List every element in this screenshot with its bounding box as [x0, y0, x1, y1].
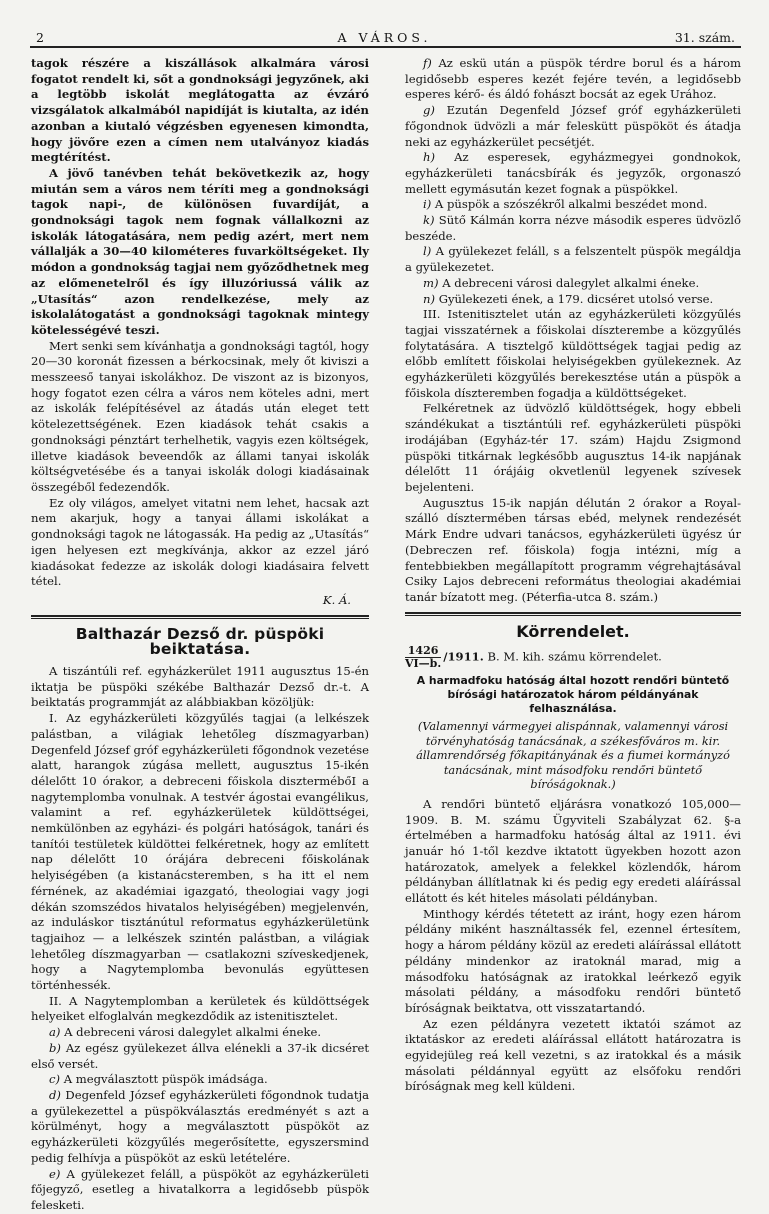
list-item: [31, 1088, 369, 1167]
section-separator: [31, 615, 369, 619]
section-title: Balthazár Dezső dr. püspöki beiktatása.: [75, 624, 325, 659]
intro-paragraph: Ez oly világos, amelyet vitatni nem lehet, hacsak azt nem akarjuk, hogy a tanyai állami iskolákat a gondnoksági tagok ne látogassák. Ha pedig az „Utasítás“ igen helyesen ezt megkívánja, akkor az ezzel járó kiadásokat fedezze az iskolák dologi kiadásaira felvett tétel.: [31, 495, 369, 589]
list-item: [31, 1072, 369, 1088]
list-item: [405, 103, 741, 150]
item-text: Degenfeld József egyházkerületi főgondnok tudatja a gyülekezettel a püspökválasztás eredményét s azt a körülményt, hogy a megválasztott püspököt az egyházkerületi közgyűlés megerősítette, egyszersmind pedig felhívja a püspököt az eskü letételére.: [31, 1088, 370, 1165]
item-text: Sütő Kálmán korra nézve második esperes üdvözlő beszéde.: [405, 213, 741, 243]
item-text: A megválasztott püspök imádsága.: [63, 1072, 268, 1087]
item-mark: b): [49, 1040, 61, 1055]
list-item: [31, 1167, 369, 1214]
item-text: Ezután Degenfeld József gróf egyházkerületi főgondnok üdvözli a már feleskütt püspököt és átadja neki az egyházkerület pecsétjét.: [405, 103, 742, 149]
page-number: 2: [36, 30, 44, 45]
decree-title: Körrendelet.: [516, 621, 630, 641]
decree-paragraph: A rendőri büntető eljárásra vonatkozó 105,000—1909. B. M. számu Ügyviteli Szabályzat 62. §-a értelmében a harmadfoku hatóság által az 1911. évi január hó 1-től kezdve iktatott ügyekben hozott azon határozatok, amelyek a felekkel közlendők, három példányban állítlatnak ki és pedig egy eredeti aláírással ellátott és két hiteles másolati példányban.: [405, 796, 741, 906]
item-mark: n): [423, 291, 435, 306]
item-text: Az esperesek, egyházmegyei gondnokok, egyházkerületi tanácsbírák és jegyzők, orgonaszó mellett egymásután kezet fognak a püspökkel.: [405, 150, 742, 196]
item-mark: e): [49, 1166, 61, 1181]
section-paragraph: II. A Nagytemplomban a kerületek és küldöttségek helyeiket elfoglalván megkezdődik az istenitisztelet.: [31, 993, 369, 1024]
section-separator: [405, 612, 741, 616]
item-mark: a): [49, 1025, 61, 1040]
item-text: A gyülekezet feláll, a püspököt az egyházkerületi főjegyző, esetleg a hivatalkorra a legidősebb püspök felesketi.: [31, 1166, 369, 1212]
left-column: [31, 56, 369, 1214]
body-paragraph: III. Istenitisztelet után az egyházkerületi közgyűlés tagjai visszatérnek a főiskolai díszterembe a közgyűlés folytatására. A tisztelgő küldöttségek tagjai pedig az előbb említett főiskolai helyiségekben gyülekeznek. Az egyházkerületi közgyűlés berekesztése után a püspök a főiskola díszteremben fogadja a küldöttségeket.: [405, 307, 741, 400]
list-item: [405, 150, 741, 197]
list-item: [31, 1025, 369, 1041]
item-text: A gyülekezet feláll, s a felszentelt püspök megáldja a gyülekezetet.: [405, 244, 742, 275]
item-text: A debreceni városi dalegylet alkalmi éneke.: [442, 275, 700, 290]
page-header: [30, 30, 739, 44]
right-column: [405, 56, 741, 1095]
item-mark: k): [423, 213, 435, 228]
list-item: [405, 292, 741, 308]
list-item: [405, 213, 741, 244]
section-paragraph: I. Az egyházkerületi közgyűlés tagjai (a lelkészek palástban, a világiak lehetőleg díszmagyarban) Degenfeld József gróf egyházkerületi főgondnok vezetése alatt, harangok zúgása mellett, augusztus 15-ikén délelőtt 10 órakor, a debreceni főiskola disztermébőI a nagytemplomba vonulnak. A testvér ágostai evangélikus, valamint a ref. egyházkerületek küldöttségei, nemkülönben az egyházi- és polgári hatóságok, tanári és tanítói testületek küldöttei felkéretnek, hogy az említett nap délelőtt 10 órájára debreceni főiskolának helyiségében (a kistanácsteremben, s ha itt el nem férnének, az akadémiai igazgató, theologiai vagy jogi dékán szomszédos hivatalos helyiségében) megjelenvén, az induláskor tisztánútul reformatus egyházkerületünk tagjaihoz — a lelkészek szintén palástban, a világiak lehetőleg díszmagyarban — csatlakozni szíveskedjenek, hogy a Nagytemplomba bevonulás együttesen történhessék.: [31, 711, 369, 993]
item-mark: h): [423, 150, 435, 165]
item-text: A debreceni városi dalegylet alkalmi éneke.: [64, 1025, 322, 1040]
decree-number: [405, 645, 441, 670]
intro-paragraph: tagok részére a kiszállások alkalmára városi fogatot rendelt ki, sőt a gondnoksági jegyzőnek, aki a legtöbb iskolát meglátogatta az évzáró vizsgálatok alkalmából napidíját is kiutalta, az idén azonban a kiutaló végzésben egyenesen kimondta, hogy jövőre ezen a címen nem utalványoz kiadás megtérítést.: [31, 56, 369, 165]
decree-addressees: (Valamennyi vármegyei alispánnak, valamennyi városi törvényhatóság tanácsának, a székesfőváros m. kir. államrendőrség főkapitányának és a fiumei kormányzó tanácsának, mint másodfoku rendőri büntető bíróságoknak.): [416, 720, 730, 792]
decree-number-bottom: VI—b.: [405, 657, 442, 671]
header-rule: [30, 46, 741, 48]
intro-paragraph: A jövő tanévben tehát bekövetkezik az, hogy miután sem a város nem téríti meg a gondnoksági tagok napi-, de különösen fuvardíját, a gondnoksági tagok nem fognak vállalkozni az iskolák látogatására, nem pedig azért, mert nem vállalják a 30—40 kilométeres fuvarköltségeket. Ily módon a gondnokság tagjai nem győződhetnek meg az előmenetelről és így illuzóriussá válik az „Utasítás“ azon rendelkezése, mely az iskolalátogatást a gondnoksági tagoknak mintegy kötelességévé teszi.: [31, 165, 369, 337]
decree-paragraph: Az ezen példányra vezetett iktatói számot az iktatáskor az eredeti aláírással ellátott határozatra is egyidejüleg reá kell vezetni, s az iratokkal és a másik másolati példánnyal együtt az elsőfoku rendőri bíróságnak meg kell küldeni.: [405, 1016, 741, 1094]
list-item: [405, 197, 741, 213]
body-paragraph: Augusztus 15-ik napján délután 2 órakor a Royal-szálló dísztermében társas ebéd, melynek rendezését Márk Endre udvari tanácsos, egyházkerületi ügyész úr (Debreczen ref. főiskola) fogja intézni, míg a fentebbiekben megállapított programm végrehajtásával Csiky Lajos debreceni református theologiai akadémiai tanár bízatott meg. (Péterfia-utca 8. szám.): [405, 495, 741, 604]
decree-year: /1911.: [443, 649, 484, 664]
intro-paragraph: Mert senki sem kívánhatja a gondnoksági tagtól, hogy 20—30 koronát fizessen a bérkocsinak, mely őt kiviszi a messzeeső tanyai iskolákhoz. De viszont az is bizonyos, hogy fogatot ezen célra a város nem köteles adni, mert az iskolák felépítésével az átadás után eleget tett kötelezettségének. Ezen kiadások tehát csakis a gondnoksági pénztárt terhelhetik, vagyis ezen költségek, illetve kiadások beveendők az állami tanyai iskolák költségvetésébe és a tanyai iskolák dologi kiadásainak összegéből fedezendők.: [31, 338, 369, 494]
list-item: [405, 244, 741, 275]
item-mark: m): [423, 275, 439, 290]
item-text: Gyülekezeti ének, a 179. dicséret utolsó verse.: [438, 291, 714, 306]
list-item: [31, 1041, 369, 1072]
decree-paragraph: Minthogy kérdés tétetett az iránt, hogy ezen három példány miként használtassék fel, ezennel értesítem, hogy a három példány közül az eredeti aláírással ellátott példány mindenkor az iratoknál marad, mig a másodfoku hatóságnak az iratokkal leérkező egyik másolati példány, a másodfoku rendőri büntető bíróságnak beiktatva, ott visszatartandó.: [405, 906, 741, 1015]
item-mark: i): [423, 197, 432, 212]
issue-number: 31. szám.: [674, 30, 735, 45]
decree-ref-text: B. M. kih. számu körrendelet.: [487, 649, 662, 664]
decree-heading: A harmadfoku hatóság által hozott rendőri büntető bírósági határozatok három példányának felhasználása.: [416, 674, 730, 716]
list-item: [405, 56, 741, 103]
decree-reference: [405, 645, 741, 670]
item-text: A püspök a szószékről alkalmi beszédet mond.: [434, 197, 708, 212]
item-text: Az egész gyülekezet állva elénekli a 37-ik dicséret első versét.: [31, 1040, 370, 1071]
list-item: [405, 276, 741, 292]
decree-number-top: 1426: [405, 645, 441, 658]
publication-title: A VÁROS.: [337, 30, 432, 45]
article-signature: K. Á.: [322, 592, 351, 607]
item-mark: g): [423, 103, 435, 118]
item-mark: l): [423, 244, 432, 259]
item-mark: c): [49, 1072, 61, 1087]
section-paragraph: A tiszántúli ref. egyházkerület 1911 augusztus 15-én iktatja be püspöki székébe Balthazár Dezső dr.-t. A beiktatás programmját az alábbiakban közöljük:: [31, 664, 369, 710]
item-mark: f): [423, 56, 432, 70]
item-text: Az eskü után a püspök térdre borul és a három legidősebb esperes kezét fejére tevén, a legidősebb esperes kérő- és áldó fohászt bocsát az egek Urához.: [405, 56, 741, 102]
item-mark: d): [49, 1088, 61, 1102]
body-paragraph: Felkéretnek az üdvözlő küldöttségek, hogy ebbeli szándékukat a tisztántúli ref. egyházkerületi püspöki irodájában (Egyház-tér 17. szám) Hajdu Zsigmond püspöki titkárnak legkésőbb augusztus 14-ik napjának délelőtt 11 órájáig okvetlenül legyenek szívesek bejelenteni.: [405, 401, 741, 494]
